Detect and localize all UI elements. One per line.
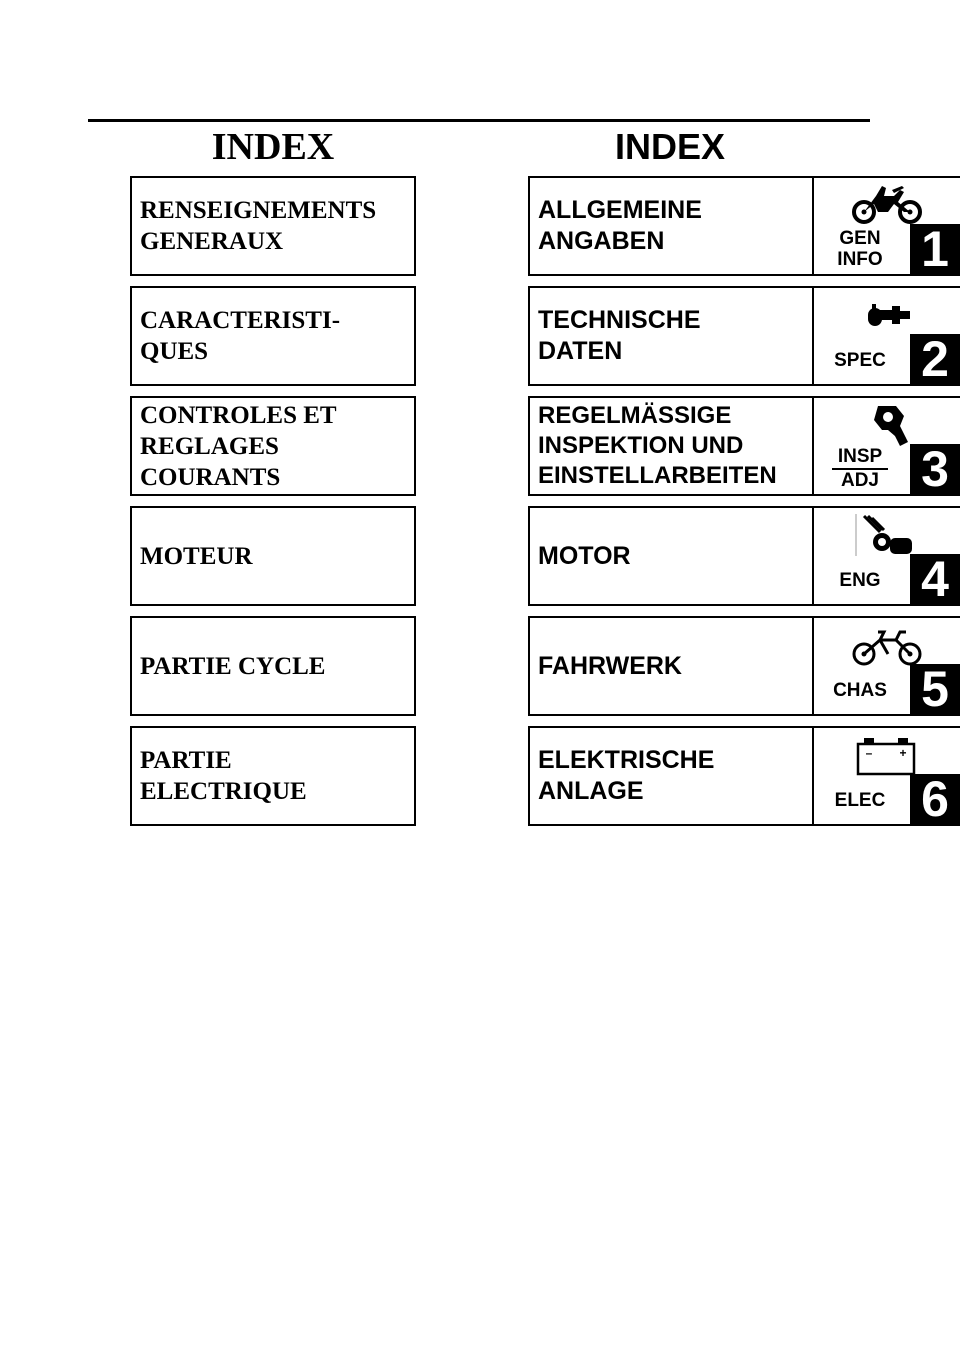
tab-number: 6: [910, 774, 960, 824]
tab-gen-info[interactable]: [812, 176, 960, 276]
section-fr-label: RENSEIGNEMENTS GENERAUX: [140, 197, 377, 255]
section-fr-chassis[interactable]: [130, 616, 416, 716]
battery-plus-label: +: [899, 746, 907, 760]
section-de-electrical[interactable]: [528, 726, 814, 826]
tab-insp-adj[interactable]: [812, 396, 960, 496]
tab-abbreviation-bottom: ADJ: [840, 470, 879, 491]
section-fr-specifications[interactable]: [130, 286, 416, 386]
section-de-label: TECHNISCHE DATEN: [538, 306, 701, 365]
section-de-label: MOTOR: [538, 541, 631, 570]
section-fr-label: CARACTERISTI- QUES: [140, 307, 341, 365]
tab-number: 5: [910, 664, 960, 714]
wrench-icon: [834, 402, 934, 446]
battery-minus-label: –: [865, 746, 873, 760]
caliper-icon: [834, 292, 934, 336]
tab-abbreviation: SPEC: [834, 350, 886, 371]
tab-number: 4: [910, 554, 960, 604]
motorcycle-icon: [834, 182, 934, 226]
section-de-label: ELEKTRISCHE ANLAGE: [538, 746, 715, 805]
section-de-label: FAHRWERK: [538, 651, 682, 680]
tab-abbreviation: ELEC: [834, 790, 886, 811]
section-de-engine[interactable]: [528, 506, 814, 606]
section-fr-label: PARTIE ELECTRIQUE: [140, 747, 307, 805]
tab-number: 2: [910, 334, 960, 384]
section-de-general-info[interactable]: [528, 176, 814, 276]
section-fr-inspection-adjustment[interactable]: [130, 396, 416, 496]
tab-number: 3: [910, 444, 960, 494]
index-title-french: INDEX: [211, 126, 335, 168]
tab-abbreviation-top: INSP: [837, 446, 883, 467]
section-de-specifications[interactable]: [528, 286, 814, 386]
chassis-icon: [834, 622, 934, 666]
piston-icon: [834, 512, 934, 556]
section-de-label: ALLGEMEINE ANGABEN: [538, 196, 702, 255]
section-de-inspection-adjustment[interactable]: [528, 396, 814, 496]
section-fr-label: CONTROLES ET REGLAGES COURANTS: [140, 401, 337, 491]
tab-eng[interactable]: [812, 506, 960, 606]
section-fr-engine[interactable]: [130, 506, 416, 606]
tab-chas[interactable]: [812, 616, 960, 716]
tab-elec[interactable]: [812, 726, 960, 826]
battery-icon: [834, 732, 934, 776]
tab-spec[interactable]: [812, 286, 960, 386]
section-fr-general-info[interactable]: [130, 176, 416, 276]
tab-abbreviation: CHAS: [833, 680, 887, 701]
section-fr-label: PARTIE CYCLE: [140, 652, 326, 680]
section-fr-electrical[interactable]: [130, 726, 416, 826]
section-de-label: REGELMÄSSIGE INSPEKTION UND EINSTELLARBEITEN: [538, 402, 777, 489]
tab-number: 1: [910, 224, 960, 274]
top-rule: [88, 119, 870, 122]
section-fr-label: MOTEUR: [140, 542, 253, 570]
index-title-german: INDEX: [614, 126, 726, 167]
tab-abbreviation: GEN INFO: [837, 228, 883, 270]
section-de-chassis[interactable]: [528, 616, 814, 716]
tab-abbreviation: ENG: [839, 570, 881, 591]
